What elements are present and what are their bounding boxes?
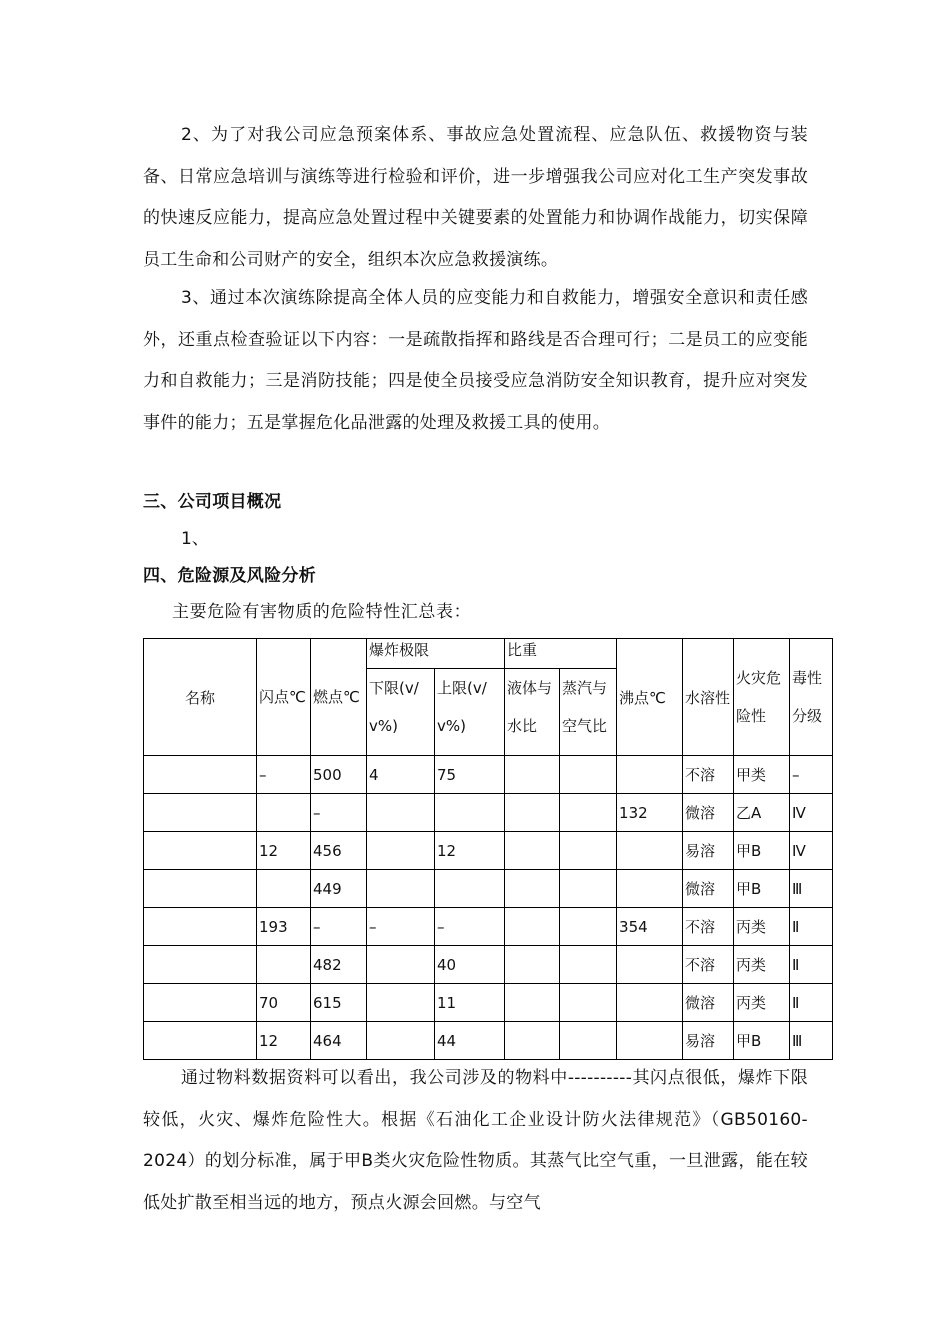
header-liquid-water-ratio: 液体与水比	[505, 668, 560, 755]
table-cell	[560, 946, 617, 984]
table-cell: 40	[435, 946, 505, 984]
table-cell: 易溶	[683, 1022, 734, 1060]
table-cell: 微溶	[683, 794, 734, 832]
table-cell	[560, 1022, 617, 1060]
paragraph-conclusion: 通过物料数据资料可以看出，我公司涉及的物料中----------其闪点很低，爆炸下限较低，火灾、爆炸危险性大。根据《石油化工企业设计防火法律规范》（GB50160-2024）的划分标准，属于甲B类火灾危险性物质。其蒸气比空气重，一旦泄露，能在较低处扩散至相当远的地方，预点火源会回燃。与空气	[143, 1068, 808, 1213]
table-cell: Ⅲ	[790, 870, 833, 908]
table-cell	[505, 756, 560, 794]
header-flash-point: 闪点℃	[257, 639, 311, 756]
table-cell	[560, 984, 617, 1022]
table-cell	[505, 984, 560, 1022]
table-row	[144, 946, 833, 984]
table-cell	[257, 946, 311, 984]
table-cell: 丙类	[734, 908, 790, 946]
table-cell: 75	[435, 756, 505, 794]
header-specific-gravity: 比重	[505, 639, 617, 669]
paragraph-purpose-3: 3、通过本次演练除提高全体人员的应变能力和自救能力，增强安全意识和责任感外，还重点检查验证以下内容：一是疏散指挥和路线是否合理可行；二是员工的应变能力和自救能力；三是消防技能；四是使全员接受应急消防安全知识教育，提升应对突发事件的能力；五是掌握危化品泄露的处理及救援工具的使用。	[143, 288, 808, 433]
table-cell	[617, 756, 683, 794]
table-cell	[144, 946, 257, 984]
table-cell	[144, 1022, 257, 1060]
paragraph-purpose-2: 2、为了对我公司应急预案体系、事故应急处置流程、应急队伍、救援物资与装备、日常应急培训与演练等进行检验和评价，进一步增强我公司应对化工生产突发事故的快速反应能力，提高应急处置过程中关键要素的处置能力和协调作战能力，切实保障员工生命和公司财产的安全，组织本次应急救援演练。	[143, 125, 808, 270]
table-cell	[505, 794, 560, 832]
table-cell: –	[790, 756, 833, 794]
table-cell: 193	[257, 908, 311, 946]
header-solubility: 水溶性	[683, 639, 734, 756]
table-cell: 12	[257, 1022, 311, 1060]
header-toxicity: 毒性分级	[790, 639, 833, 756]
table-cell: 11	[435, 984, 505, 1022]
section-3-item-1: 1、	[181, 529, 209, 549]
table-cell	[144, 794, 257, 832]
table-cell	[435, 794, 505, 832]
table-row	[144, 794, 833, 832]
header-fire-hazard: 火灾危险性	[734, 639, 790, 756]
table-cell	[144, 832, 257, 870]
table-cell: 464	[311, 1022, 367, 1060]
table-cell: 不溶	[683, 756, 734, 794]
table-cell: Ⅱ	[790, 946, 833, 984]
table-cell	[367, 946, 435, 984]
table-cell	[560, 870, 617, 908]
table-cell	[144, 984, 257, 1022]
table-cell: 354	[617, 908, 683, 946]
table-cell	[505, 870, 560, 908]
table-cell	[617, 870, 683, 908]
table-cell	[144, 756, 257, 794]
table-cell	[257, 870, 311, 908]
header-lower-limit: 下限(v/v%)	[367, 668, 435, 755]
table-cell	[505, 1022, 560, 1060]
table-cell: 微溶	[683, 984, 734, 1022]
header-boiling-point: 沸点℃	[617, 639, 683, 756]
table-cell: 12	[435, 832, 505, 870]
table-cell: 微溶	[683, 870, 734, 908]
table-cell	[257, 794, 311, 832]
table-cell: 449	[311, 870, 367, 908]
table-cell: 丙类	[734, 946, 790, 984]
table-row	[144, 984, 833, 1022]
table-cell: 甲B	[734, 832, 790, 870]
table-cell	[617, 832, 683, 870]
table-cell: 易溶	[683, 832, 734, 870]
table-cell	[435, 870, 505, 908]
table-cell: 甲B	[734, 1022, 790, 1060]
table-cell	[560, 908, 617, 946]
table-caption: 主要危险有害物质的危险特性汇总表：	[172, 602, 472, 622]
table-cell	[367, 1022, 435, 1060]
header-upper-limit: 上限(v/v%)	[435, 668, 505, 755]
table-row	[144, 908, 833, 946]
header-explosion-limit: 爆炸极限	[367, 639, 505, 669]
table-cell	[144, 908, 257, 946]
table-cell	[617, 946, 683, 984]
table-cell: –	[311, 794, 367, 832]
table-cell: –	[435, 908, 505, 946]
table-cell	[367, 870, 435, 908]
table-cell	[367, 832, 435, 870]
table-cell: –	[367, 908, 435, 946]
header-name: 名称	[144, 639, 257, 756]
section-4-heading: 四、危险源及风险分析	[143, 566, 316, 586]
table-cell: 甲B	[734, 870, 790, 908]
table-cell: 4	[367, 756, 435, 794]
table-cell	[505, 832, 560, 870]
table-row	[144, 870, 833, 908]
table-cell	[560, 832, 617, 870]
table-cell: 70	[257, 984, 311, 1022]
table-cell	[617, 1022, 683, 1060]
header-ignition-point: 燃点℃	[311, 639, 367, 756]
header-vapor-air-ratio: 蒸汽与空气比	[560, 668, 617, 755]
table-cell: 不溶	[683, 946, 734, 984]
table-cell: 615	[311, 984, 367, 1022]
table-cell: Ⅳ	[790, 794, 833, 832]
hazard-table	[143, 638, 833, 1060]
section-3-heading: 三、公司项目概况	[143, 492, 282, 512]
table-row	[144, 756, 833, 794]
table-cell: Ⅱ	[790, 908, 833, 946]
table-cell: 456	[311, 832, 367, 870]
table-cell	[617, 984, 683, 1022]
table-cell: 12	[257, 832, 311, 870]
table-body	[144, 756, 833, 1060]
table-cell: 500	[311, 756, 367, 794]
table-cell: 44	[435, 1022, 505, 1060]
table-cell: –	[257, 756, 311, 794]
table-cell: 482	[311, 946, 367, 984]
table-cell: Ⅱ	[790, 984, 833, 1022]
table-cell: Ⅲ	[790, 1022, 833, 1060]
table-cell	[367, 794, 435, 832]
table-cell	[560, 756, 617, 794]
table-cell: 不溶	[683, 908, 734, 946]
table-row	[144, 832, 833, 870]
table-cell: –	[311, 908, 367, 946]
table-cell: 丙类	[734, 984, 790, 1022]
table-cell	[505, 946, 560, 984]
table-cell	[144, 870, 257, 908]
table-cell	[560, 794, 617, 832]
table-cell	[505, 908, 560, 946]
table-cell: 甲类	[734, 756, 790, 794]
table-cell	[367, 984, 435, 1022]
table-cell: 132	[617, 794, 683, 832]
table-header-row	[144, 639, 833, 669]
table-row	[144, 1022, 833, 1060]
table-cell: Ⅳ	[790, 832, 833, 870]
table-cell: 乙A	[734, 794, 790, 832]
